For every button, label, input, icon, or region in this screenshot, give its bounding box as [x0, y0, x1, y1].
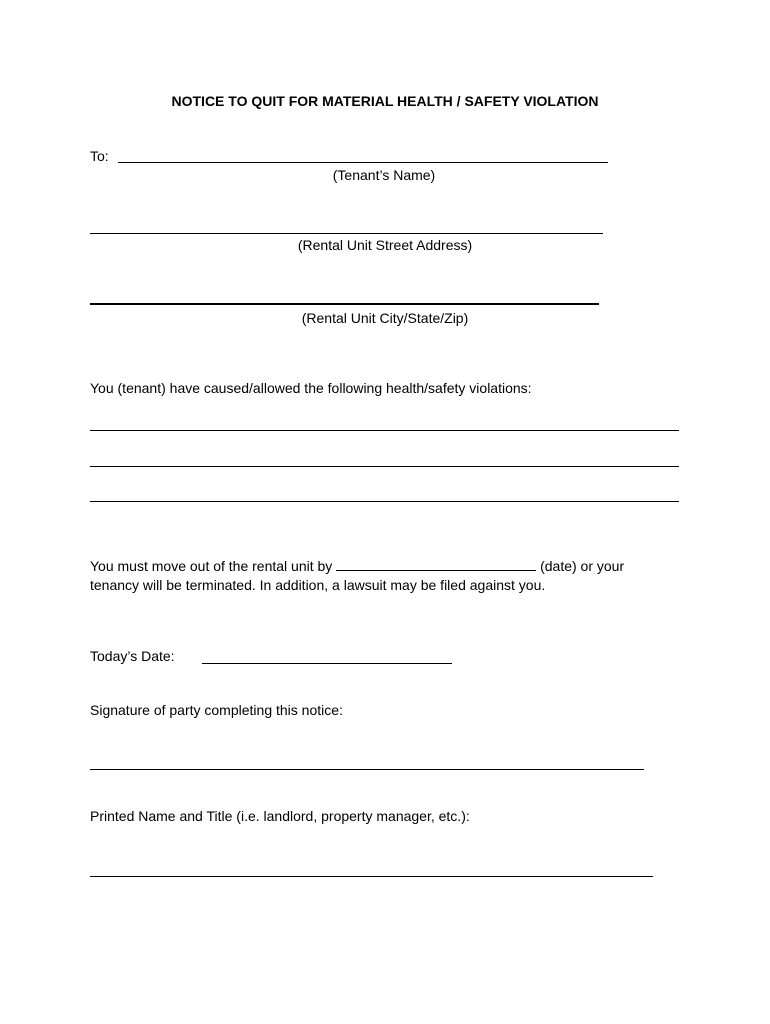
move-out-text-after: (date) or your: [540, 558, 625, 574]
tenant-name-caption: (Tenant’s Name): [332, 167, 436, 183]
city-state-zip-field[interactable]: [90, 303, 599, 305]
city-state-zip-caption: (Rental Unit City/State/Zip): [301, 310, 469, 326]
street-address-caption: (Rental Unit Street Address): [297, 237, 473, 253]
move-out-sentence-line2: tenancy will be terminated. In addition, a lawsuit may be filed against you.: [90, 577, 546, 593]
printed-name-field[interactable]: [90, 876, 653, 877]
signature-field[interactable]: [90, 769, 644, 770]
violations-intro: You (tenant) have caused/allowed the following health/safety violations:: [90, 380, 532, 396]
violation-line-3[interactable]: [90, 501, 679, 502]
move-out-sentence: [90, 558, 624, 574]
violation-line-1[interactable]: [90, 430, 679, 431]
todays-date-label: Today’s Date:: [90, 648, 175, 664]
move-out-date-field[interactable]: [336, 558, 536, 571]
todays-date-field[interactable]: [202, 663, 452, 664]
signature-label: Signature of party completing this notice:: [90, 702, 343, 718]
move-out-text-before: You must move out of the rental unit by: [90, 558, 333, 574]
printed-name-label: Printed Name and Title (i.e. landlord, property manager, etc.):: [90, 808, 470, 824]
tenant-name-field[interactable]: [118, 162, 608, 163]
to-label: To:: [90, 148, 109, 164]
violation-line-2[interactable]: [90, 466, 679, 467]
street-address-field[interactable]: [90, 233, 603, 234]
document-title: NOTICE TO QUIT FOR MATERIAL HEALTH / SAFETY VIOLATION: [171, 93, 599, 109]
